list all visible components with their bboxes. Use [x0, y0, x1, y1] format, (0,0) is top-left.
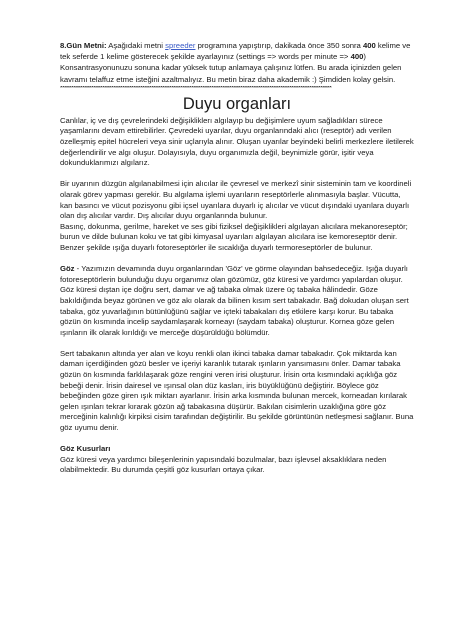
- intro-text-3: kelime ve tek seferde 1 kelime gösterecek şekilde ayarlayınız (settings => words per minute =>: [60, 41, 411, 62]
- page-title: Duyu organları: [182, 94, 292, 113]
- intro-speed-2: 400: [350, 52, 364, 62]
- intro-label: 8.Gün Metni:: [60, 41, 107, 50]
- paragraph-4-text: - Yazımızın devamında duyu organlarından 'Göz' ve görme olayından bahsedeceğiz. Işığa duyarlı fotoreseptörlerin bulunduğu duyu organımız olan gözümüz, göz küresi ve yardımcı yapılardan oluşur.: [60, 264, 408, 284]
- paragraph-6: Sert tabakanın altında yer alan ve koyu renkli olan ikinci tabaka damar tabakadır. Çok miktarda kan damarı içerdiğinden gözü besler ve içeriyi karanlık tutarak ışınların yansımasını önler. Damar tabaka gözün ön kısmında farklılaşarak göze rengini veren irisi oluşturur. İrisin orta kısmındaki açıklığa göz bebeği denir. İrisin dairesel ve ışınsal olan düz kasları, iris büyüklüğünü değiştirir. Böylece göz bebeğinden göze giren ışık miktarı ayarlanır. İrisin arka kısmında bulunan mercek, korneadan kırılarak gelen ışınları tekrar kırarak gözün ağ tabakasına düşürür. Bakılan cisimlerin uzaklığına göre göz merceğinin kalınlığı kirpiksi cisim tarafından değiştirilir. Bu şekilde görüntünün netleşmesi sağlanır. Buna göz uyumu denir.: [60, 348, 414, 433]
- paragraph-3: Basınç, dokunma, gerilme, hareket ve ses gibi fiziksel değişiklikleri algılayan alıcılara mekanoreseptör; burun ve dilde bulunan koku ve tat gibi kimyasal uyarıları algılayan alıcılara ise kemoreseptör denir. Benzer şekilde ışığa duyarlı fotoreseptörler ile sıcaklığa duyarlı termoreseptörler de bulunur.: [60, 221, 408, 252]
- paragraph-5: Göz küresi dıştan içe doğru sert, damar ve ağ tabaka olmak üzere üç tabaka hâlindedir. Göze bakıldığında beyaz görünen ve göz akı olarak da bilinen kısım sert tabakadır. Bağ dokudan oluşan sert tabaka, göz yuvarlağının bütünlüğünü sağlar ve içteki tabakaları dış etkilere karşı korur. Bu tabaka gözün ön kısmında incelip saydamlaşarak korneayı (saydam tabaka) oluşturur. Kornea göze gelen ışınların ilk olarak kırıldığı ve merceğe düşürüldüğü bölümdür.: [60, 285, 409, 337]
- intro-text-1: Aşağıdaki metni: [106, 41, 166, 50]
- spreeder-link[interactable]: spreeder: [165, 41, 196, 50]
- paragraph-7: Göz küresi veya yardımcı bileşenlerinin yapısındaki bozulmalar, bazı işlevsel aksaklıklara neden olabilmektedir. Bu durumda çeşitli göz kusurları ortaya çıkar.: [60, 454, 387, 475]
- paragraph-4: [60, 264, 414, 285]
- section-heading-eye-defects: Göz Kusurları: [60, 444, 111, 454]
- intro-text-2: programına yapıştırıp, dakikada önce 350 sonra: [195, 41, 363, 50]
- intro-text-4: ) Konsantrasyonunuzu sonuna kadar yüksek tutup anlamaya çalışınız lütfen. Bu arada içinizden gelen kavramı telaffuz etme isteğini azaltmalıyız. Bu metin biraz daha akademik :) Şimdiden kolay gelsin.: [60, 52, 402, 84]
- paragraph-4-lead: Göz: [60, 264, 75, 274]
- intro-speed-1: 400: [362, 41, 376, 50]
- paragraph-2: Bir uyarının düzgün algılanabilmesi için alıcılar ile çevresel ve merkezî sinir sisteminin tam ve koordineli olarak görev yapması gerekir. Bu algılama işlemi uyarıların reseptörlerle alınmasıyla başlar. Vücutta, kan basıncı ve vücut pozisyonu gibi içsel uyarılara duyarlı iç alıcılar ve vücut dışındaki uyarılara duyarlı olan dış alıcılar vardır. Dış alıcılar duyu organlarında bulunur.: [60, 179, 412, 221]
- intro-instructions: [60, 40, 414, 85]
- paragraph-1: Canlılar, iç ve dış çevrelerindeki değişikliklerı algılayıp bu değişimlere uyum sağladıkları sürece yaşamlarını devam ettirebilirler. Çevredeki uyarılar, duyu organlarındaki alıcı (reseptör) adı verilen özelleşmiş epitel hücreleri veya sinir uçlarıyla alınır. Oluşan uyarılar beyindeki belirli merkezlere iletilerek değerlendirilir ve algı oluşur. Dolayısıyla, duyu organımızla değil, beynimizle görür, işitir veya dokunduklarımızı algılarız.: [60, 115, 414, 168]
- asterisk-divider: **************************************************************************************************************************: [60, 85, 332, 92]
